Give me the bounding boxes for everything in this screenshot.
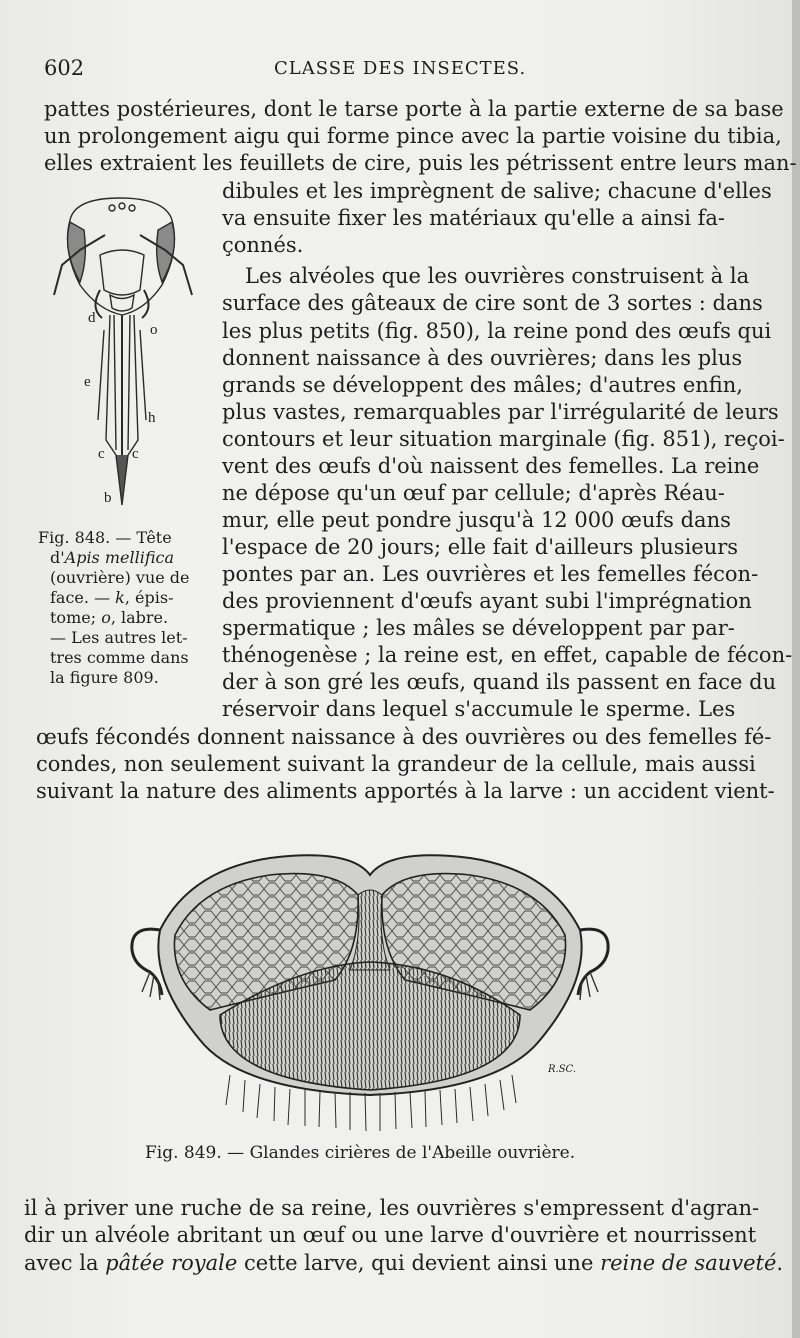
fig848-label-b: b [104,490,112,506]
text-line: dibules et les imprègnent de salive; chacune d'elles [222,179,772,203]
figure-849-wax-glands [120,840,620,1140]
caption-line: tome; o, labre. [50,608,169,627]
text-line: un prolongement aigu qui forme pince avec la partie voisine du tibia, [44,124,782,148]
text-line: va ensuite fixer les matériaux qu'elle a ainsi fa- [222,206,725,230]
text-line: çonnés. [222,233,304,257]
fig848-label-e: e [84,374,91,390]
text-line: thénogenèse ; la reine est, en effet, capable de fécon- [222,643,793,667]
running-head: CLASSE DES INSECTES. [274,58,527,79]
text-line: dir un alvéole abritant un œuf ou une larve d'ouvrière et nourrissent [24,1223,757,1247]
text-line: der à son gré les œufs, quand ils passent en face du [222,670,777,694]
page-number: 602 [44,56,85,80]
text-line: mur, elle peut pondre jusqu'à 12 000 œufs dans [222,508,731,532]
text-line: avec la pâtée royale cette larve, qui devient ainsi une reine de sauveté. [24,1251,784,1275]
text-line: elles extraient les feuillets de cire, puis les pétrissent entre leurs man- [44,151,797,175]
text-line: pattes postérieures, dont le tarse porte à la partie externe de sa base [44,97,784,121]
page-edge [792,0,800,1338]
text-line: plus vastes, remarquables par l'irrégularité de leurs [222,400,779,424]
text-line: pontes par an. Les ouvrières et les femelles fécon- [222,562,759,586]
text-line: les plus petits (fig. 850), la reine pond des œufs qui [222,319,772,343]
text-line: surface des gâteaux de cire sont de 3 sortes : dans [222,291,763,315]
text-line: il à priver une ruche de sa reine, les ouvrières s'empressent d'agran- [24,1196,760,1220]
figure-848-bee-head [40,190,210,520]
text-line: l'espace de 20 jours; elle fait d'ailleurs plusieurs [222,535,739,559]
text-line: vent des œufs d'où naissent des femelles. La reine [222,454,760,478]
caption-line: la figure 809. [50,668,159,687]
text-line: grands se développent des mâles; d'autres enfin, [222,373,743,397]
page-header [44,56,724,86]
caption-line: — Les autres let- [50,628,188,647]
caption-line: (ouvrière) vue de [50,568,190,587]
text-line: suivant la nature des aliments apportés à la larve : un accident vient- [36,779,775,803]
text-line: spermatique ; les mâles se développent par par- [222,616,735,640]
caption-line: d'Apis mellifica [50,548,175,567]
fig848-label-o: o [150,322,158,338]
caption-line: tres comme dans [50,648,189,667]
text-line: contours et leur situation marginale (fig. 851), reçoi- [222,427,785,451]
text-line: Les alvéoles que les ouvrières construisent à la [245,264,750,288]
engraver-signature: R.SC. [548,1064,577,1075]
text-line: des proviennent d'œufs ayant subi l'imprégnation [222,589,752,613]
caption-line: face. — k, épis- [50,588,174,607]
text-line: réservoir dans lequel s'accumule le sperme. Les [222,697,736,721]
figure-849-caption: Fig. 849. — Glandes cirières de l'Abeille ouvrière. [145,1143,576,1163]
caption-line: Fig. 848. — Tête [38,528,172,547]
fig848-label-c-right: c [132,446,139,462]
fig848-label-c-left: c [98,446,105,462]
text-line: donnent naissance à des ouvrières; dans les plus [222,346,743,370]
fig848-label-h: h [148,410,156,426]
text-line: ne dépose qu'un œuf par cellule; d'après Réau- [222,481,725,505]
text-line: condes, non seulement suivant la grandeur de la cellule, mais aussi [36,752,756,776]
fig848-label-d: d [88,310,96,326]
text-line: œufs fécondés donnent naissance à des ouvrières ou des femelles fé- [36,725,772,749]
